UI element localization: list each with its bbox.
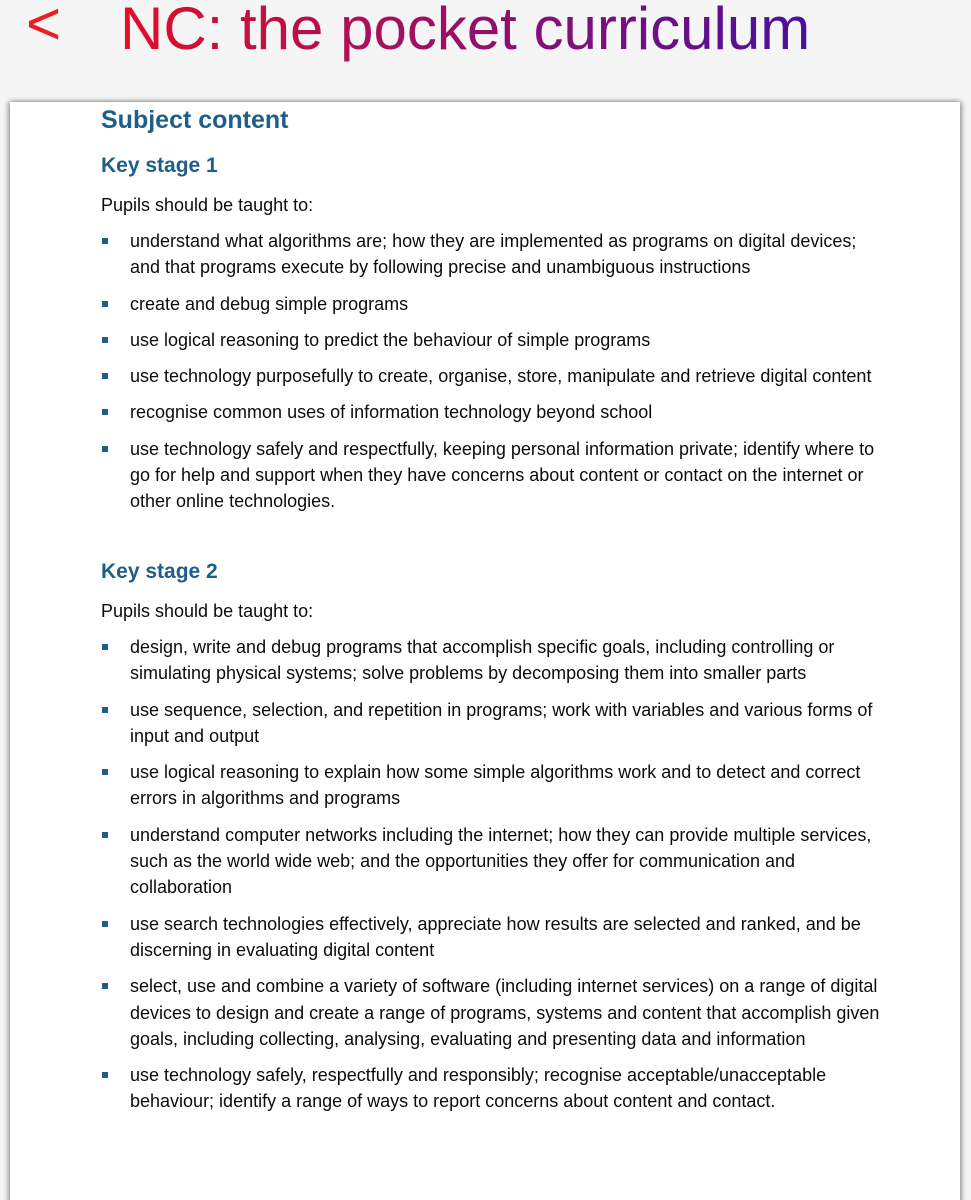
bullet-square-icon (102, 832, 108, 838)
bullet-square-icon (102, 921, 108, 927)
list-item-text: use technology safely and respectfully, keeping personal information private; identify where to go for help and support when they have concerns about content or contact on the internet or other online technologies. (130, 438, 875, 512)
list-item (101, 327, 891, 353)
list-item-text: understand what algorithms are; how they are implemented as programs on digital devices; and that programs execute by following precise and unambiguous instructions (130, 231, 857, 278)
list-item (101, 291, 891, 317)
list-item-text: understand computer networks including the internet; how they can provide multiple services, such as the world wide web; and the opportunities they offer for communication and collaboration (130, 824, 872, 898)
list-item (101, 822, 891, 901)
bullet-square-icon (102, 1072, 108, 1078)
list-item (101, 1062, 891, 1115)
list-item-text: use search technologies effectively, appreciate how results are selected and ranked, and be discerning in evaluating digital content (130, 913, 861, 960)
list-item-text: select, use and combine a variety of software (including internet services) on a range of digital devices to design and create a range of programs, systems and content that accomplish given goals, including collecting, analysing, evaluating and presenting data and information (130, 976, 880, 1049)
bullet-square-icon (102, 409, 108, 415)
bullet-square-icon (102, 983, 108, 989)
list-item-text: use technology purposefully to create, organise, store, manipulate and retrieve digital content (130, 366, 872, 387)
bullet-square-icon (102, 373, 108, 379)
list-item-text: use logical reasoning to explain how some simple algorithms work and to detect and correct errors in algorithms and programs (130, 762, 861, 809)
list-item-text: recognise common uses of information technology beyond school (130, 402, 653, 423)
list-item (101, 697, 891, 750)
back-button[interactable]: < (26, 0, 62, 57)
section-title: Subject content (101, 106, 289, 134)
list-item-text: design, write and debug programs that accomplish specific goals, including controlling or simulating physical systems; solve problems by decomposing them into smaller parts (130, 637, 835, 684)
bullet-square-icon (102, 769, 108, 775)
page-title: NC: the pocket curriculum (120, 0, 810, 62)
key-stage-1-intro: Pupils should be taught to: (101, 195, 314, 215)
list-item (101, 911, 891, 964)
bullet-square-icon (102, 238, 108, 244)
app-header (0, 0, 971, 102)
document-page[interactable] (10, 102, 960, 1200)
list-item (101, 973, 891, 1052)
key-stage-2-intro: Pupils should be taught to: (101, 601, 314, 621)
key-stage-1-list (101, 228, 891, 525)
list-item (101, 399, 891, 425)
key-stage-2-list (101, 634, 891, 1125)
list-item (101, 759, 891, 812)
bullet-square-icon (102, 337, 108, 343)
list-item-text: use technology safely, respectfully and responsibly; recognise acceptable/unacceptable behaviour; identify a range of ways to report concerns about content and contact. (130, 1065, 827, 1112)
list-item-text: use sequence, selection, and repetition in programs; work with variables and various forms of input and output (130, 699, 873, 746)
list-item-text: create and debug simple programs (130, 293, 409, 314)
bullet-square-icon (102, 707, 108, 713)
list-item (101, 436, 891, 515)
key-stage-2-heading: Key stage 2 (101, 560, 218, 583)
bullet-square-icon (102, 301, 108, 307)
list-item (101, 228, 891, 281)
list-item (101, 363, 891, 389)
bullet-square-icon (102, 644, 108, 650)
bullet-square-icon (102, 446, 108, 452)
list-item-text: use logical reasoning to predict the behaviour of simple programs (130, 329, 651, 350)
list-item (101, 634, 891, 687)
key-stage-1-heading: Key stage 1 (101, 154, 218, 177)
